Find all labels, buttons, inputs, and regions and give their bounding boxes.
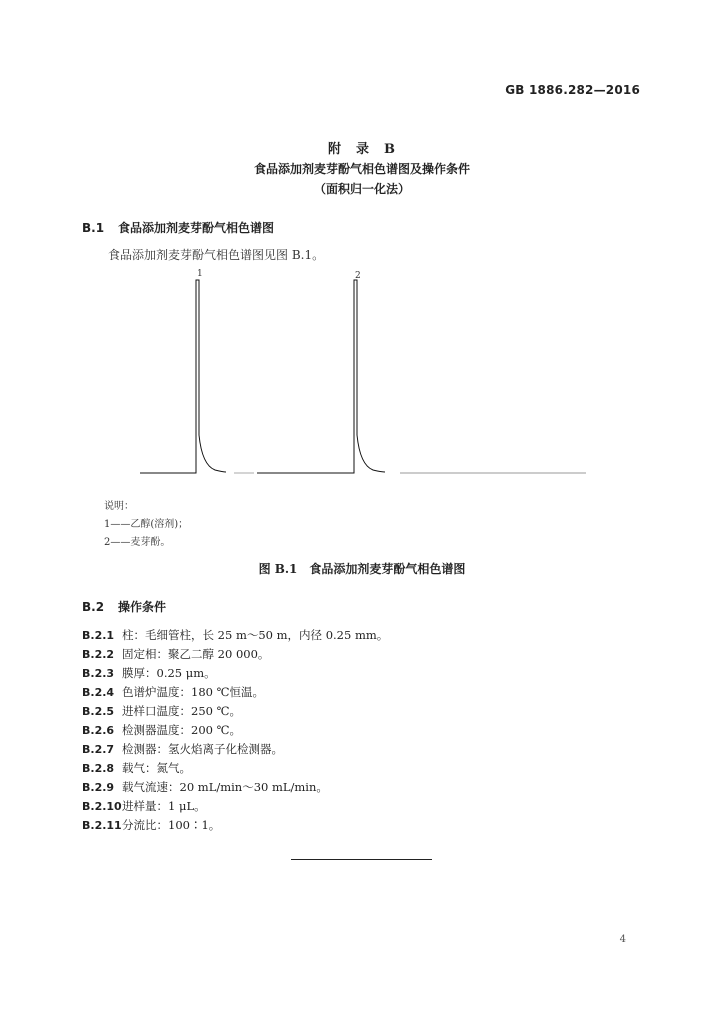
condition-item <box>82 741 283 757</box>
section-b1-heading <box>82 219 274 236</box>
chromatogram <box>130 265 590 480</box>
legend-item-1: 1——乙醇(溶剂)； <box>104 519 189 530</box>
standard-code: GB 1886.282—2016 <box>505 83 640 97</box>
legend-item-2: 2——麦芽酚。 <box>104 537 171 548</box>
figure-caption: 图 B.1 食品添加剂麦芽酚气相色谱图 <box>258 562 466 576</box>
condition-number: B.2.2 <box>82 648 115 661</box>
condition-text: 分流比：100∶1。 <box>122 818 221 832</box>
peak-label-1: 1 <box>197 269 203 279</box>
condition-text: 进样量：1 μL。 <box>122 799 206 813</box>
section-b1-title: 食品添加剂麦芽酚气相色谱图 <box>118 221 275 235</box>
condition-item <box>82 722 241 738</box>
condition-item <box>82 627 388 643</box>
condition-number: B.2.8 <box>82 762 115 775</box>
legend-title: 说明： <box>104 501 134 512</box>
condition-text: 检测器：氢火焰离子化检测器。 <box>122 742 283 756</box>
baseline-segment-2 <box>257 280 385 473</box>
condition-text: 柱：毛细管柱，长 25 m～50 m，内径 0.25 mm。 <box>122 628 389 642</box>
condition-number: B.2.6 <box>82 724 115 737</box>
condition-item <box>82 760 191 776</box>
condition-item <box>82 779 328 795</box>
condition-text: 固定相：聚乙二醇 20 000。 <box>122 647 270 661</box>
condition-item <box>82 665 216 681</box>
condition-text: 载气：氮气。 <box>122 761 191 775</box>
condition-item <box>82 684 264 700</box>
section-b2-title: 操作条件 <box>118 600 167 614</box>
appendix-subtitle: （面积归一化法） <box>313 182 410 196</box>
appendix-label: 附 录 B <box>328 142 396 157</box>
condition-item <box>82 703 241 719</box>
condition-number: B.2.1 <box>82 629 115 642</box>
section-b1-number: B.1 <box>82 221 105 235</box>
condition-number: B.2.5 <box>82 705 115 718</box>
baseline-segment <box>140 280 226 473</box>
condition-item <box>82 798 206 814</box>
condition-text: 色谱炉温度：180 ℃恒温。 <box>122 685 264 699</box>
condition-text: 进样口温度：250 ℃。 <box>122 704 241 718</box>
section-b2-number: B.2 <box>82 600 105 614</box>
condition-number: B.2.3 <box>82 667 115 680</box>
condition-item <box>82 646 269 662</box>
condition-number: B.2.10 <box>82 800 122 813</box>
condition-text: 载气流速：20 mL/min～30 mL/min。 <box>122 780 328 794</box>
section-b2-heading <box>82 598 166 615</box>
peak-label-2: 2 <box>355 271 361 281</box>
page-number: 4 <box>619 934 626 945</box>
condition-text: 膜厚：0.25 μm。 <box>122 666 216 680</box>
appendix-title: 食品添加剂麦芽酚气相色谱图及操作条件 <box>253 162 470 176</box>
condition-text: 检测器温度：200 ℃。 <box>122 723 241 737</box>
condition-item <box>82 817 220 833</box>
condition-number: B.2.9 <box>82 781 115 794</box>
end-rule <box>291 859 432 860</box>
condition-number: B.2.11 <box>82 819 122 832</box>
condition-number: B.2.4 <box>82 686 115 699</box>
section-b1-text: 食品添加剂麦芽酚气相色谱图见图 B.1。 <box>108 248 325 262</box>
condition-number: B.2.7 <box>82 743 115 756</box>
